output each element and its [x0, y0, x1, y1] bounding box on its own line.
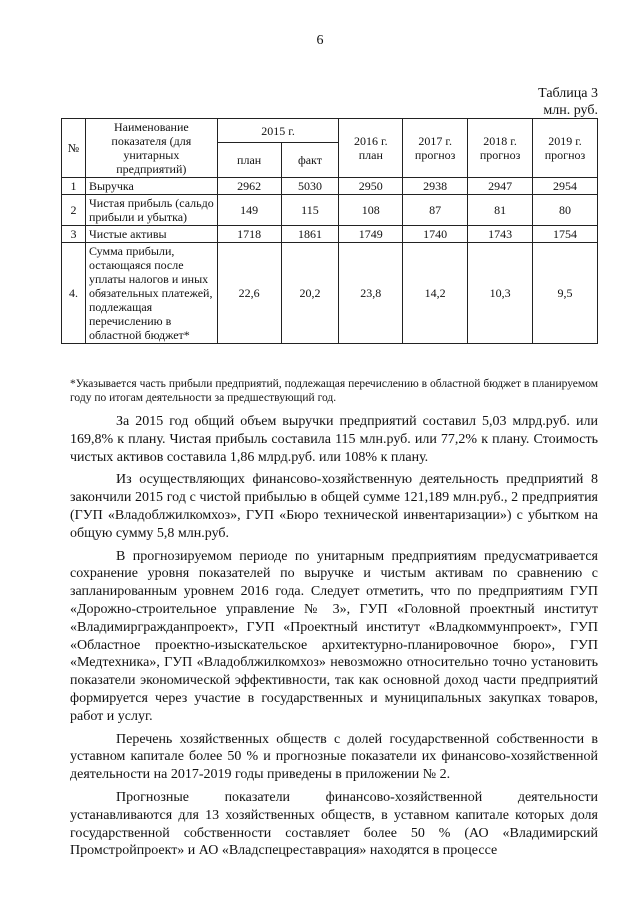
cell-plan: 22,6	[217, 243, 281, 344]
table-row	[62, 243, 598, 344]
cell-2016: 1749	[339, 226, 403, 243]
cell-2018: 81	[468, 195, 533, 226]
cell-num: 3	[62, 226, 86, 243]
body-text	[70, 413, 598, 865]
cell-2019: 9,5	[533, 243, 598, 344]
cell-2018: 1743	[468, 226, 533, 243]
header-2016: 2016 г. план	[339, 119, 403, 178]
cell-fact: 20,2	[281, 243, 339, 344]
paragraph: В прогнозируемом периоде по унитарным предприятиям предусматривается сохранение уровня показателей по выручке и чистым активам по сравнению с запланированным уровнем 2016 года. Следует отметить, что по предприятиям ГУП «Дорожно-строительное управление № 3», ГУП «Головной проектный институт «Владимиргражданпроект», ГУП «Проектный институт «Владкоммунпроект», ГУП «Областное проектно-изыскательское архитектурно-планировочное бюро», ГУП «Медтехника», ГУП «Владоблжилкомхоз» невозможно относительно точно установить показатели экономической эффективности, так как основной доход части предприятий формируется через участие в государственных и муниципальных закупках товаров, работ и услуг.	[70, 548, 598, 724]
table-unit: млн. руб.	[543, 103, 598, 118]
table-footnote: *Указывается часть прибыли предприятий, подлежащая перечислению в областной бюджет в планируемом году по итогам деятельности за предшествующий год.	[70, 378, 598, 404]
paragraph: Из осуществляющих финансово-хозяйственную деятельность предприятий 8 закончили 2015 год с чистой прибылью в общей сумме 121,189 млн.руб., 2 предприятия (ГУП «Владоблжилкомхоз», ГУП «Бюро технической инвентаризации») с убытком на общую сумму 5,8 млн.руб.	[70, 472, 598, 541]
table-row	[62, 178, 598, 195]
cell-fact: 5030	[281, 178, 339, 195]
table-row	[62, 226, 598, 243]
indicators-table	[61, 118, 598, 344]
cell-2018: 10,3	[468, 243, 533, 344]
header-2019: 2019 г. прогноз	[533, 119, 598, 178]
header-num: №	[62, 119, 86, 178]
cell-num: 4.	[62, 243, 86, 344]
cell-2019: 1754	[533, 226, 598, 243]
cell-num: 1	[62, 178, 86, 195]
paragraph: За 2015 год общий объем выручки предприятий составил 5,03 млрд.руб. или 169,8% к плану. Чистая прибыль составила 115 млн.руб. или 77,2% к плану. Стоимость чистых активов составила 1,86 млрд.руб. или 108% к плану.	[70, 414, 598, 465]
cell-2019: 2954	[533, 178, 598, 195]
table-row	[62, 195, 598, 226]
cell-2016: 23,8	[339, 243, 403, 344]
table-title: Таблица 3	[538, 86, 598, 101]
cell-fact: 115	[281, 195, 339, 226]
table-header-row	[62, 119, 598, 143]
cell-name: Выручка	[85, 178, 217, 195]
header-2018: 2018 г. прогноз	[468, 119, 533, 178]
header-plan: план	[217, 143, 281, 178]
cell-name: Чистая прибыль (сальдо прибыли и убытка)	[85, 195, 217, 226]
paragraph: Прогнозные показатели финансово-хозяйственной деятельности устанавливаются для 13 хозяйственных обществ, в уставном капитале которых доля государственной собственности составляет более 50 % (АО «Владимирский Промстройпроект» и АО «Владспецреставрация» находятся в процессе	[70, 789, 598, 859]
cell-plan: 2962	[217, 178, 281, 195]
cell-num: 2	[62, 195, 86, 226]
cell-2019: 80	[533, 195, 598, 226]
header-2015: 2015 г.	[217, 119, 339, 143]
cell-plan: 1718	[217, 226, 281, 243]
cell-2017: 87	[403, 195, 468, 226]
header-2017: 2017 г. прогноз	[403, 119, 468, 178]
table-caption	[538, 85, 598, 119]
cell-name: Сумма прибыли, остающаяся после уплаты налогов и иных обязательных платежей, подлежащая перечислению в областной бюджет*	[85, 243, 217, 344]
cell-name: Чистые активы	[85, 226, 217, 243]
header-name: Наименование показателя (для унитарных предприятий)	[85, 119, 217, 178]
cell-2018: 2947	[468, 178, 533, 195]
cell-2016: 2950	[339, 178, 403, 195]
page-number: 6	[316, 33, 324, 48]
header-fact: факт	[281, 143, 339, 178]
paragraph: Перечень хозяйственных обществ с долей государственной собственности в уставном капитале более 50 % и прогнозные показатели их финансово-хозяйственной деятельности на 2017-2019 годы приведены в приложении № 2.	[70, 731, 598, 783]
cell-fact: 1861	[281, 226, 339, 243]
cell-2016: 108	[339, 195, 403, 226]
cell-2017: 14,2	[403, 243, 468, 344]
cell-plan: 149	[217, 195, 281, 226]
cell-2017: 2938	[403, 178, 468, 195]
cell-2017: 1740	[403, 226, 468, 243]
